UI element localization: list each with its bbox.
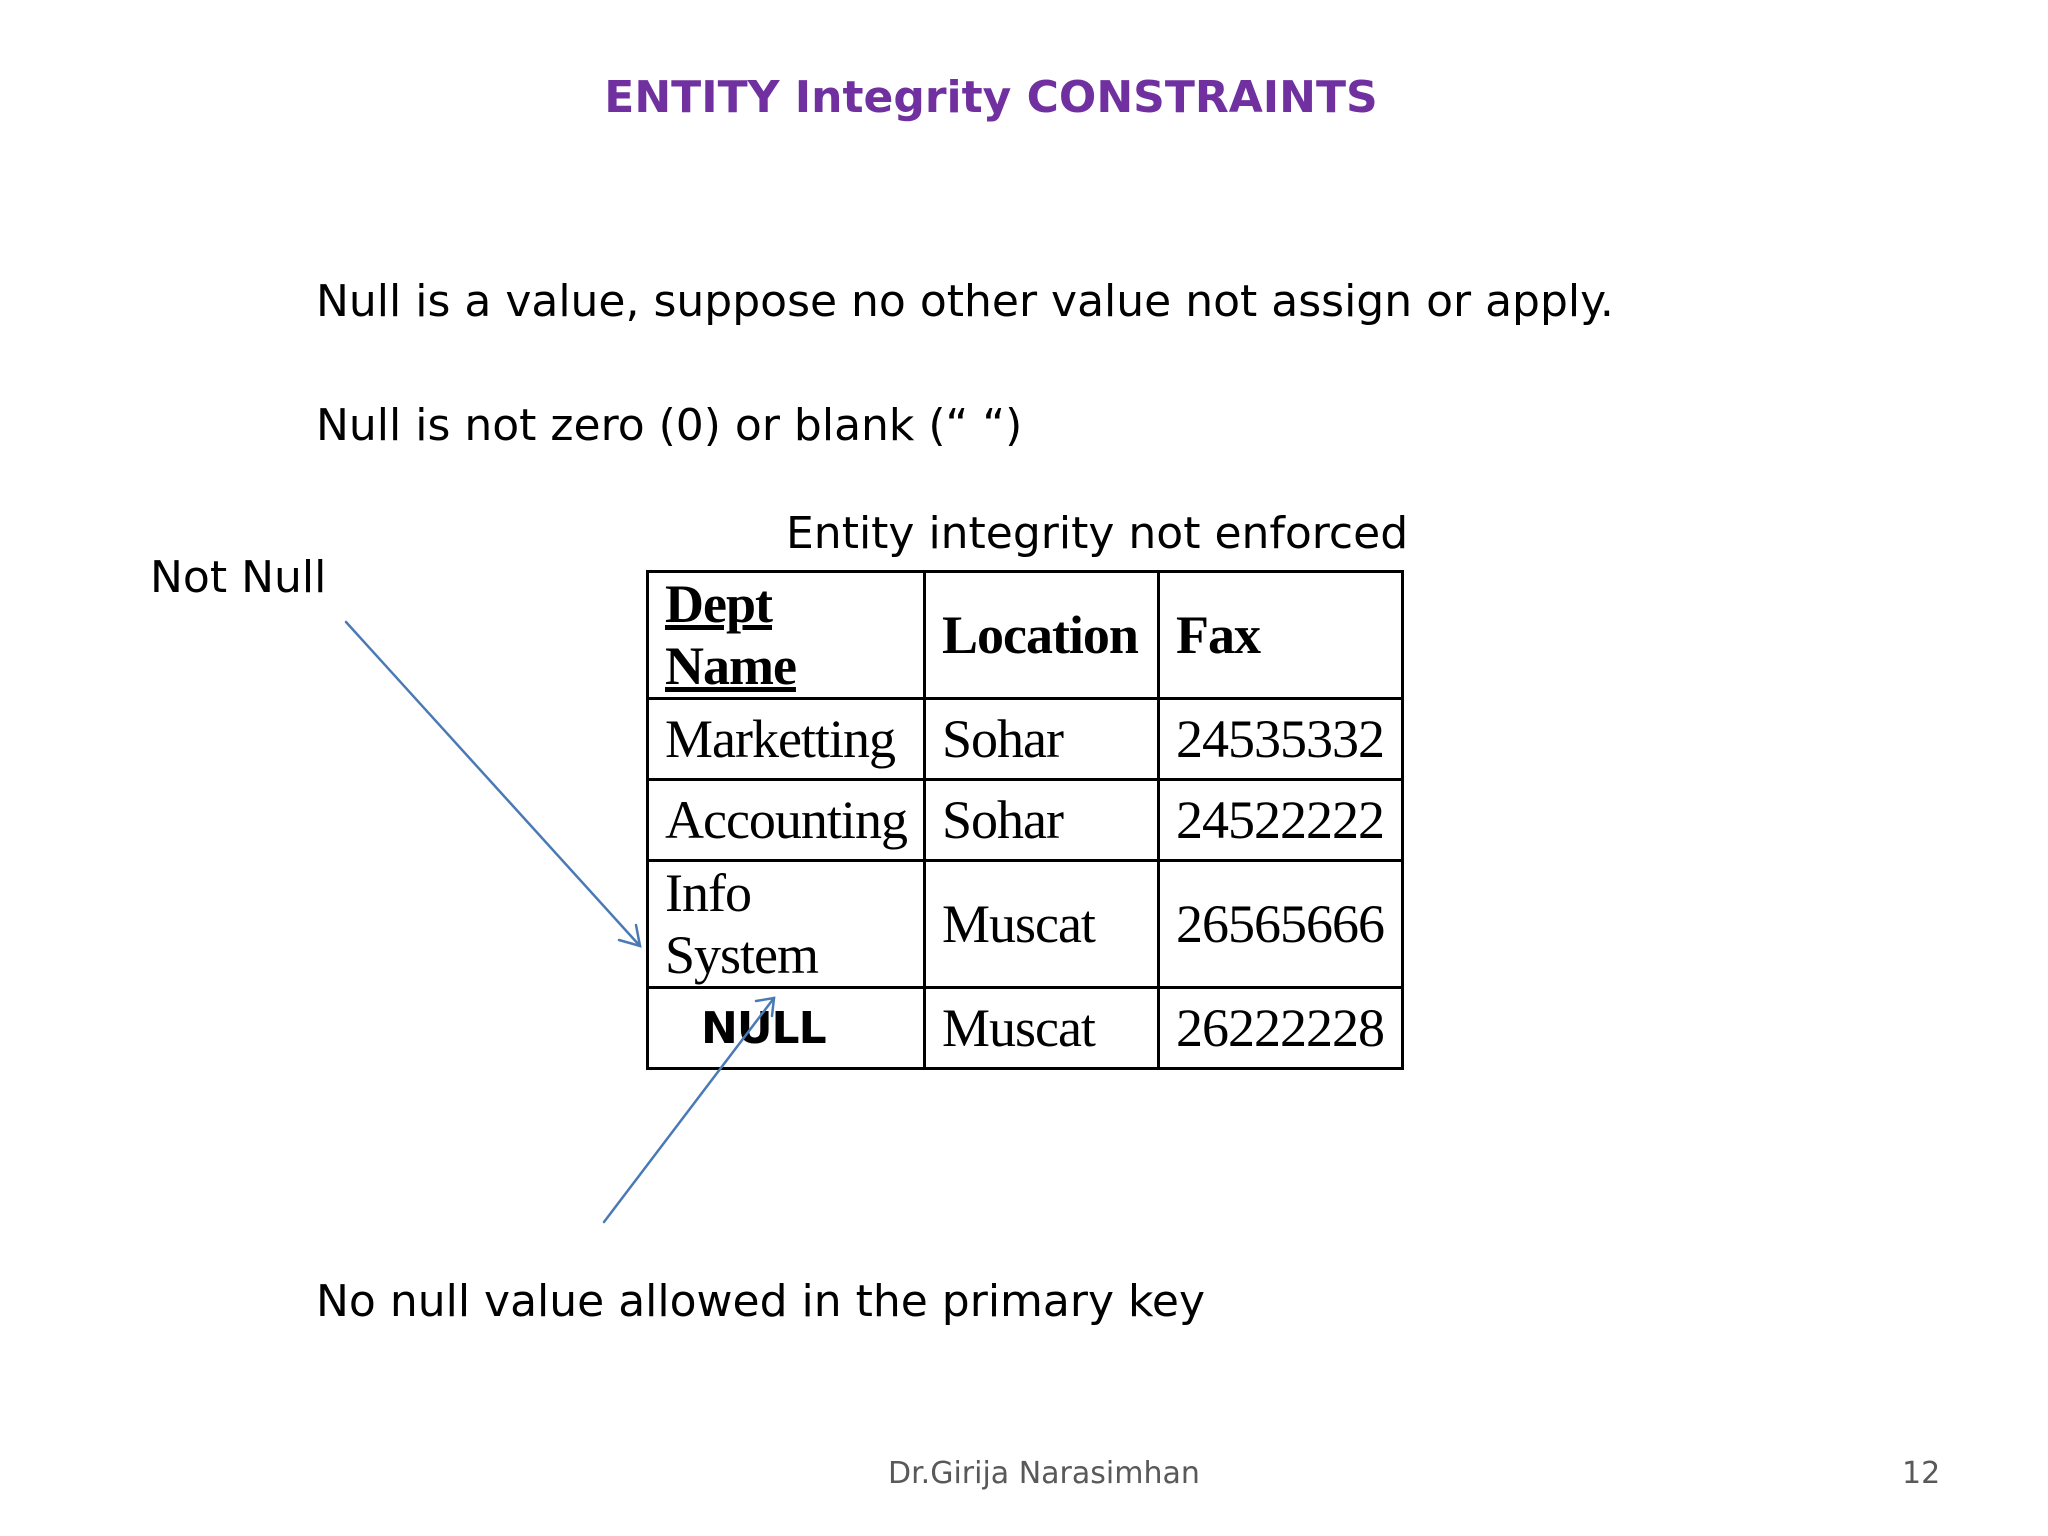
cell-dept-name: Info System (648, 861, 925, 988)
table-caption: Entity integrity not enforced (786, 508, 1409, 559)
cell-location: Muscat (924, 988, 1158, 1069)
slide-page-number: 12 (1902, 1456, 1941, 1491)
header-fax: Fax (1158, 572, 1402, 699)
header-dept-name: Dept Name (648, 572, 925, 699)
department-table (646, 570, 1404, 1070)
slide-footer-author: Dr.Girija Narasimhan (888, 1456, 1200, 1491)
not-null-callout: Not Null (150, 552, 327, 603)
primary-key-note: No null value allowed in the primary key (316, 1276, 1206, 1327)
definition-line-1: Null is a value, suppose no other value not assign or apply. (316, 276, 1614, 327)
cell-fax: 26565666 (1158, 861, 1402, 988)
cell-fax: 24535332 (1158, 699, 1402, 780)
cell-dept-name: Marketting (648, 699, 925, 780)
cell-dept-name: Accounting (648, 780, 925, 861)
table-row (648, 699, 1403, 780)
cell-fax: 24522222 (1158, 780, 1402, 861)
definition-line-2: Null is not zero (0) or blank (“ “) (316, 400, 1023, 451)
header-location: Location (924, 572, 1158, 699)
cell-dept-name-null: NULL (648, 988, 925, 1069)
arrow-not-null (346, 622, 640, 946)
table-header-row (648, 572, 1403, 699)
cell-location: Sohar (924, 780, 1158, 861)
cell-location: Sohar (924, 699, 1158, 780)
cell-fax: 26222228 (1158, 988, 1402, 1069)
slide-title: ENTITY Integrity CONSTRAINTS (604, 72, 1378, 123)
table-row (648, 780, 1403, 861)
table-row (648, 988, 1403, 1069)
table-row (648, 861, 1403, 988)
cell-location: Muscat (924, 861, 1158, 988)
